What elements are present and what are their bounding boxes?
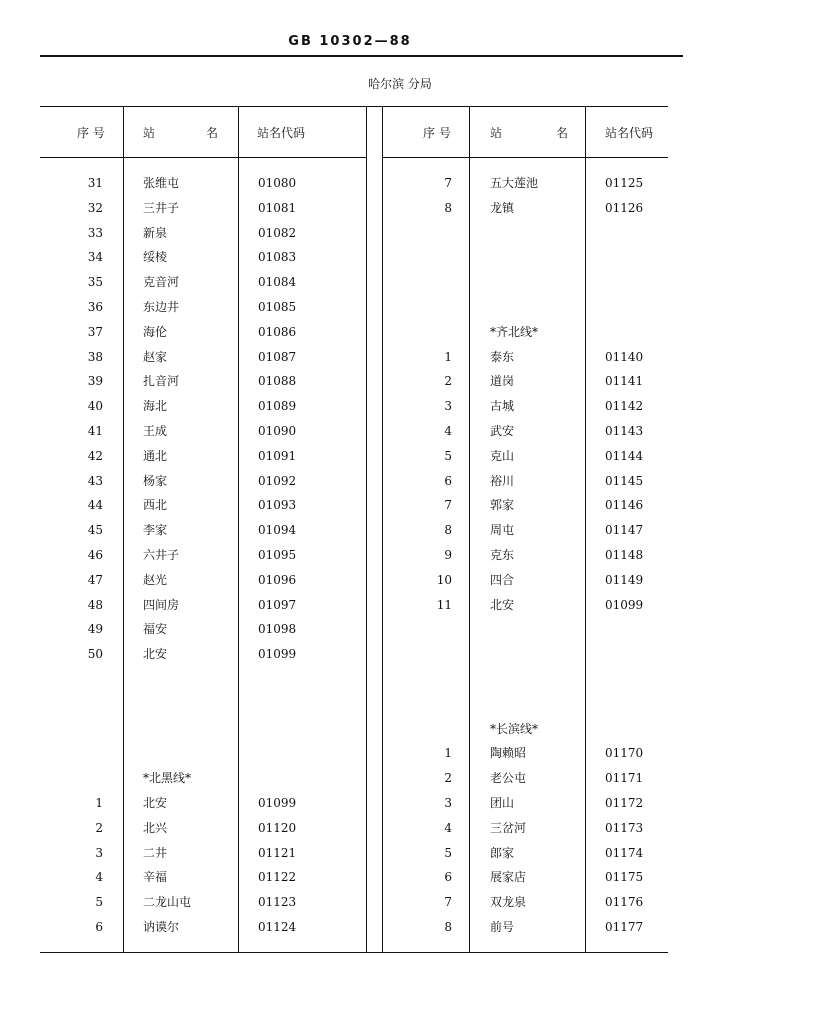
row-station-code: 01097: [258, 598, 297, 612]
row-station-name: 五大莲池: [490, 176, 539, 190]
row-seq: 43: [87, 474, 103, 488]
row-seq: 41: [87, 424, 103, 438]
row-station-code: 01171: [605, 771, 644, 785]
row-station-code: 01120: [258, 821, 297, 835]
header-name-b-right: 名: [556, 126, 569, 140]
row-station-code: 01143: [605, 424, 644, 438]
row-seq: 8: [444, 201, 452, 215]
row-station-name: 北安: [490, 598, 515, 612]
row-seq: 39: [87, 374, 103, 388]
row-station-code: 01084: [258, 275, 297, 289]
row-station-name: 绥棱: [143, 250, 168, 264]
row-station-name: 克东: [490, 548, 515, 562]
row-station-code: 01177: [605, 920, 644, 934]
row-station-name: 武安: [490, 424, 515, 438]
row-station-code: 01170: [605, 746, 644, 760]
row-seq: 3: [95, 846, 103, 860]
row-station-name: 福安: [143, 622, 168, 636]
row-station-name: 道岗: [490, 374, 515, 388]
row-seq: 9: [444, 548, 452, 562]
row-station-name: 二龙山屯: [143, 895, 192, 909]
row-station-name: 六井子: [143, 548, 180, 562]
header-seq-right: 序 号: [423, 126, 451, 140]
row-seq: 49: [87, 622, 103, 636]
table-top-rule: [40, 106, 668, 107]
row-seq: 37: [87, 325, 103, 339]
row-station-name: 海北: [143, 399, 168, 413]
row-station-code: 01099: [258, 796, 297, 810]
row-seq: 2: [95, 821, 103, 835]
row-seq: 48: [87, 598, 103, 612]
row-station-name: 杨家: [143, 474, 168, 488]
bureau-title: 哈尔滨 分局: [368, 77, 432, 91]
row-station-name: 老公屯: [490, 771, 527, 785]
header-name-a-right: 站: [490, 126, 503, 140]
row-station-code: 01081: [258, 201, 297, 215]
row-station-code: 01093: [258, 498, 297, 512]
row-station-code: 01123: [258, 895, 297, 909]
row-station-code: 01091: [258, 449, 297, 463]
header-name-a-left: 站: [143, 126, 156, 140]
row-station-code: 01096: [258, 573, 297, 587]
row-station-code: 01126: [605, 201, 644, 215]
row-seq: 34: [87, 250, 103, 264]
row-station-code: 01146: [605, 498, 644, 512]
row-station-name: 展家店: [490, 870, 527, 884]
row-station-name: 三岔河: [490, 821, 527, 835]
row-station-code: 01175: [605, 870, 644, 884]
table-bottom-rule: [40, 952, 668, 953]
row-seq: 1: [444, 746, 452, 760]
row-seq: 45: [87, 523, 103, 537]
row-station-name: 龙镇: [490, 201, 515, 215]
row-station-name: 周屯: [490, 523, 515, 537]
row-seq: 2: [444, 374, 452, 388]
row-station-code: 01095: [258, 548, 297, 562]
row-station-code: 01173: [605, 821, 644, 835]
row-station-code: 01125: [605, 176, 644, 190]
row-station-name: 四间房: [143, 598, 180, 612]
row-seq: 47: [87, 573, 103, 587]
col-divider-left-1: [123, 106, 124, 952]
row-station-name: 克山: [490, 449, 515, 463]
row-station-name: *齐北线*: [490, 325, 539, 339]
row-seq: 7: [444, 176, 452, 190]
header-code-right: 站名代码: [605, 126, 654, 140]
row-station-code: 01090: [258, 424, 297, 438]
row-station-code: 01140: [605, 350, 644, 364]
row-seq: 38: [87, 350, 103, 364]
row-seq: 46: [87, 548, 103, 562]
row-seq: 50: [87, 647, 103, 661]
row-station-name: 前号: [490, 920, 515, 934]
col-divider-right-1: [469, 106, 470, 952]
row-seq: 5: [444, 846, 452, 860]
row-station-name: *北黑线*: [143, 771, 192, 785]
row-seq: 5: [444, 449, 452, 463]
center-divider-b: [382, 106, 383, 952]
row-station-name: 郎家: [490, 846, 515, 860]
row-station-name: 裕川: [490, 474, 515, 488]
row-station-code: 01088: [258, 374, 297, 388]
row-seq: 4: [95, 870, 103, 884]
row-station-name: 北兴: [143, 821, 168, 835]
header-bottom-rule-left: [40, 157, 366, 158]
row-station-name: 郭家: [490, 498, 515, 512]
row-station-code: 01174: [605, 846, 644, 860]
standard-number: GB 10302—88: [288, 34, 412, 49]
row-station-code: 01082: [258, 226, 297, 240]
row-seq: 33: [87, 226, 103, 240]
row-station-name: 新泉: [143, 226, 168, 240]
row-seq: 8: [444, 920, 452, 934]
row-station-name: 双龙泉: [490, 895, 527, 909]
row-station-code: 01141: [605, 374, 644, 388]
row-station-code: 01122: [258, 870, 297, 884]
row-station-code: 01176: [605, 895, 644, 909]
row-station-name: 讷谟尔: [143, 920, 180, 934]
row-station-code: 01087: [258, 350, 297, 364]
row-seq: 42: [87, 449, 103, 463]
row-seq: 3: [444, 796, 452, 810]
row-seq: 4: [444, 821, 452, 835]
row-station-name: 王成: [143, 424, 168, 438]
row-seq: 11: [436, 598, 452, 612]
row-station-code: 01145: [605, 474, 644, 488]
row-seq: 4: [444, 424, 452, 438]
row-seq: 6: [95, 920, 103, 934]
row-station-name: 三井子: [143, 201, 180, 215]
row-station-name: 通北: [143, 449, 168, 463]
row-station-name: 二井: [143, 846, 168, 860]
header-name-b-left: 名: [206, 126, 219, 140]
row-station-code: 01144: [605, 449, 644, 463]
row-seq: 10: [436, 573, 452, 587]
row-seq: 3: [444, 399, 452, 413]
row-station-name: *长滨线*: [490, 722, 539, 736]
row-station-code: 01080: [258, 176, 297, 190]
row-seq: 6: [444, 474, 452, 488]
row-station-name: 李家: [143, 523, 168, 537]
row-station-code: 01099: [258, 647, 297, 661]
row-station-name: 泰东: [490, 350, 515, 364]
row-station-code: 01172: [605, 796, 644, 810]
row-station-code: 01094: [258, 523, 297, 537]
col-divider-left-2: [238, 106, 239, 952]
row-station-name: 赵光: [143, 573, 168, 587]
row-seq: 1: [95, 796, 103, 810]
row-seq: 40: [87, 399, 103, 413]
row-seq: 36: [87, 300, 103, 314]
row-station-name: 陶赖昭: [490, 746, 527, 760]
header-seq-left: 序 号: [77, 126, 105, 140]
row-station-name: 古城: [490, 399, 515, 413]
row-seq: 5: [95, 895, 103, 909]
row-station-code: 01098: [258, 622, 297, 636]
row-station-code: 01092: [258, 474, 297, 488]
header-bottom-rule-right: [382, 157, 668, 158]
row-station-name: 海伦: [143, 325, 168, 339]
row-station-code: 01089: [258, 399, 297, 413]
header-code-left: 站名代码: [257, 126, 306, 140]
row-station-name: 北安: [143, 796, 168, 810]
row-station-name: 北安: [143, 647, 168, 661]
row-station-name: 辛福: [143, 870, 168, 884]
row-station-code: 01148: [605, 548, 644, 562]
center-divider-a: [366, 106, 367, 952]
row-station-name: 克音河: [143, 275, 180, 289]
row-seq: 44: [87, 498, 103, 512]
col-divider-right-2: [585, 106, 586, 952]
row-station-name: 四合: [490, 573, 515, 587]
row-seq: 7: [444, 895, 452, 909]
row-station-code: 01149: [605, 573, 644, 587]
row-station-code: 01124: [258, 920, 297, 934]
row-station-name: 赵家: [143, 350, 168, 364]
row-seq: 8: [444, 523, 452, 537]
row-station-code: 01121: [258, 846, 297, 860]
row-seq: 32: [87, 201, 103, 215]
row-seq: 6: [444, 870, 452, 884]
row-station-code: 01099: [605, 598, 644, 612]
row-seq: 31: [87, 176, 103, 190]
row-station-name: 团山: [490, 796, 515, 810]
row-station-code: 01083: [258, 250, 297, 264]
row-station-name: 东边井: [143, 300, 180, 314]
row-station-code: 01086: [258, 325, 297, 339]
row-station-code: 01085: [258, 300, 297, 314]
top-rule: [40, 55, 683, 57]
row-station-code: 01147: [605, 523, 644, 537]
row-station-name: 西北: [143, 498, 168, 512]
row-station-name: 扎音河: [143, 374, 180, 388]
row-station-name: 张维屯: [143, 176, 180, 190]
row-seq: 1: [444, 350, 452, 364]
row-seq: 7: [444, 498, 452, 512]
row-station-code: 01142: [605, 399, 644, 413]
row-seq: 35: [87, 275, 103, 289]
row-seq: 2: [444, 771, 452, 785]
